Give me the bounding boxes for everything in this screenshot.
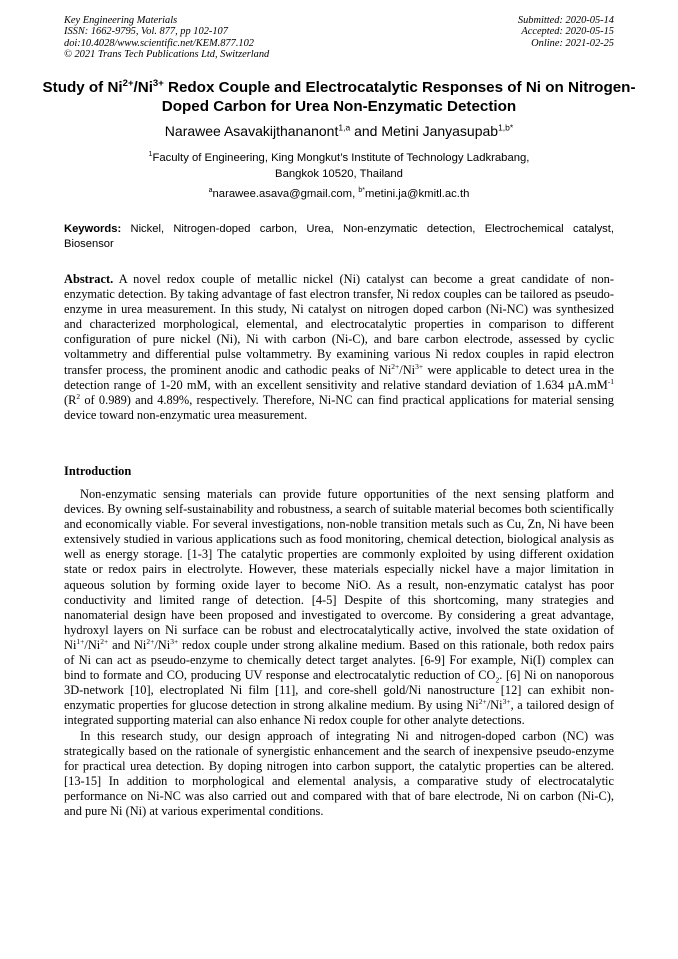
online-date: Online: 2021-02-25 [531, 37, 614, 49]
section-heading-introduction: Introduction [64, 464, 132, 478]
author-name: Metini Janyasupab [381, 123, 499, 139]
keywords-label: Keywords: [64, 223, 122, 235]
doi-line: doi:10.4028/www.scientific.net/KEM.877.102 [64, 37, 254, 49]
abstract: Abstract. A novel redox couple of metallic nickel (Ni) catalyst can become a great candidate of non-enzymatic detection. By taking advantage of fast electron transfer, Ni redox couples can be tailored as pseudo-enzyme in urea measurement. In this study, Ni catalyst on nitrogen doped carbon (Ni-NC) was synthesized and characterized morphological, elemental, and electrocatalytic properties in comparison to different configuration of pure nickel (Ni), Ni with carbon (Ni-C), and bare carbon electrode, assessed by cyclic voltammetry and differential pulse voltammetry. By examining various Ni redox couples in rapid electron transfer process, the prominent anodic and cathodic peaks of $Ni^{2+}/Ni^{3+}$ were applicable to detect urea in the detection range of 1-20 mM, with an excellent sensitivity and relative standard deviation of 1.634 $\mu A.mM^{-1}$ ($R^2$ of 0.989) and 4.89%, respectively. Therefore, Ni-NC can find practical applications for material sensing device toward non-enzymatic urea measurement. [64, 272, 614, 422]
paper-title: Study of $Ni^{2+}/Ni^{3+}$ Redox Couple and Electrocatalytic Responses of Ni on Nitrogen-Doped Carbon for Urea Non-Enzymatic Detection [42, 77, 636, 115]
author-list: Narawee Asavakijthananont$^{1,a}$ and Metini Janyasupab$^{1,b*}$ [164, 122, 514, 139]
copyright-line: © 2021 Trans Tech Publications Ltd, Switzerland [64, 49, 270, 61]
author-name: Narawee Asavakijthananont [164, 123, 339, 139]
journal-header-left [64, 15, 269, 61]
email-link[interactable]: metini.ja@kmitl.ac.th [364, 188, 470, 200]
affiliation: $^1$Faculty of Engineering, King Mongkut’s Institute of Technology Ladkrabang, Bangkok 10520, Thailand [148, 151, 530, 180]
journal-name: Key Engineering Materials [64, 15, 178, 26]
email-link[interactable]: narawee.asava@gmail.com, [212, 188, 359, 200]
issn-line: ISSN: 1662-9795, Vol. 877, pp 102-107 [64, 26, 228, 38]
keywords-text: Nickel, Nitrogen-doped carbon, Urea, Non-enzymatic detection, Electrochemical catalyst, Biosensor [64, 223, 614, 250]
author-emails: $^a$narawee.asava@gmail.com, $^{b*}$metini.ja@kmitl.ac.th [208, 187, 470, 200]
paragraph: Non-enzymatic sensing materials can provide future opportunities of the next sensing platform and devices. By owning self-sustainability and robustness, a search of suitable material becomes both scientifically and economically viable. For several investigations, non-noble transition metals such as Cu, Zn, Ni have been extensively studied in various applications such as food monitoring, chemical detection, biological analysis as well as energy storage. [1-3] The catalytic properties are commonly exploited by using different oxidation state or redox pairs in electrolyte. However, these materials especially nickel have a major limitation in aqueous solution by forming oxide layer to become NiO. As a result, non-enzymatic catalyst has poor conductivity and limited range of detection. [4-5] Despite of this shortcoming, many strategies and nanomaterial design have been proposed and investigated to overcome. By considering a great advantage, hydroxyl layers on Ni surface can be robust and electrocatalytically active, involved the state oxidation of $Ni^{1+}/Ni^{2+}$ and $Ni^{2+}/Ni^{3+}$ redox couple under strong alkaline medium. Based on this rationale, both redox pairs of Ni can act as pseudo-enzyme to chemically detect target analytes. [6-9] For example, Ni(I) complex can bind to formate and CO, producing UV response and electrocatalytic reduction of $CO_2$. [6] Ni on nanoporous 3D-network [10], electroplated Ni film [11], and core-shell gold/Ni nanostructure [12] can exhibit non-enzymatic properties for glucose detection in strong alkaline medium. By using $Ni^{2+}/Ni^{3+}$, a tailored design of integrated supporting material can also enhance Ni redox couple for other analyte detections. [64, 487, 614, 728]
paragraph: In this research study, our design approach of integrating Ni and nitrogen-doped carbon (NC) was strategically based on the rationale of synergistic enhancement and the search of inexpensive pseudo-enzyme for practical urea detection. By doping nitrogen into carbon support, the catalytic properties can be altered. [13-15] In addition to morphological and elemental analysis, a comparative study of electrocatalytic performance on Ni-NC was also carried out and compared with that of bare electrode, Ni on carbon (Ni-C), and pure Ni (Ni) at various experimental conditions. [64, 728, 614, 818]
abstract-label: Abstract. [64, 272, 114, 286]
journal-header-right [518, 15, 614, 49]
submitted-date: Submitted: 2020-05-14 [517, 15, 614, 26]
introduction-body [64, 487, 614, 819]
keywords [64, 222, 614, 252]
accepted-date: Accepted: 2020-05-15 [521, 26, 614, 38]
